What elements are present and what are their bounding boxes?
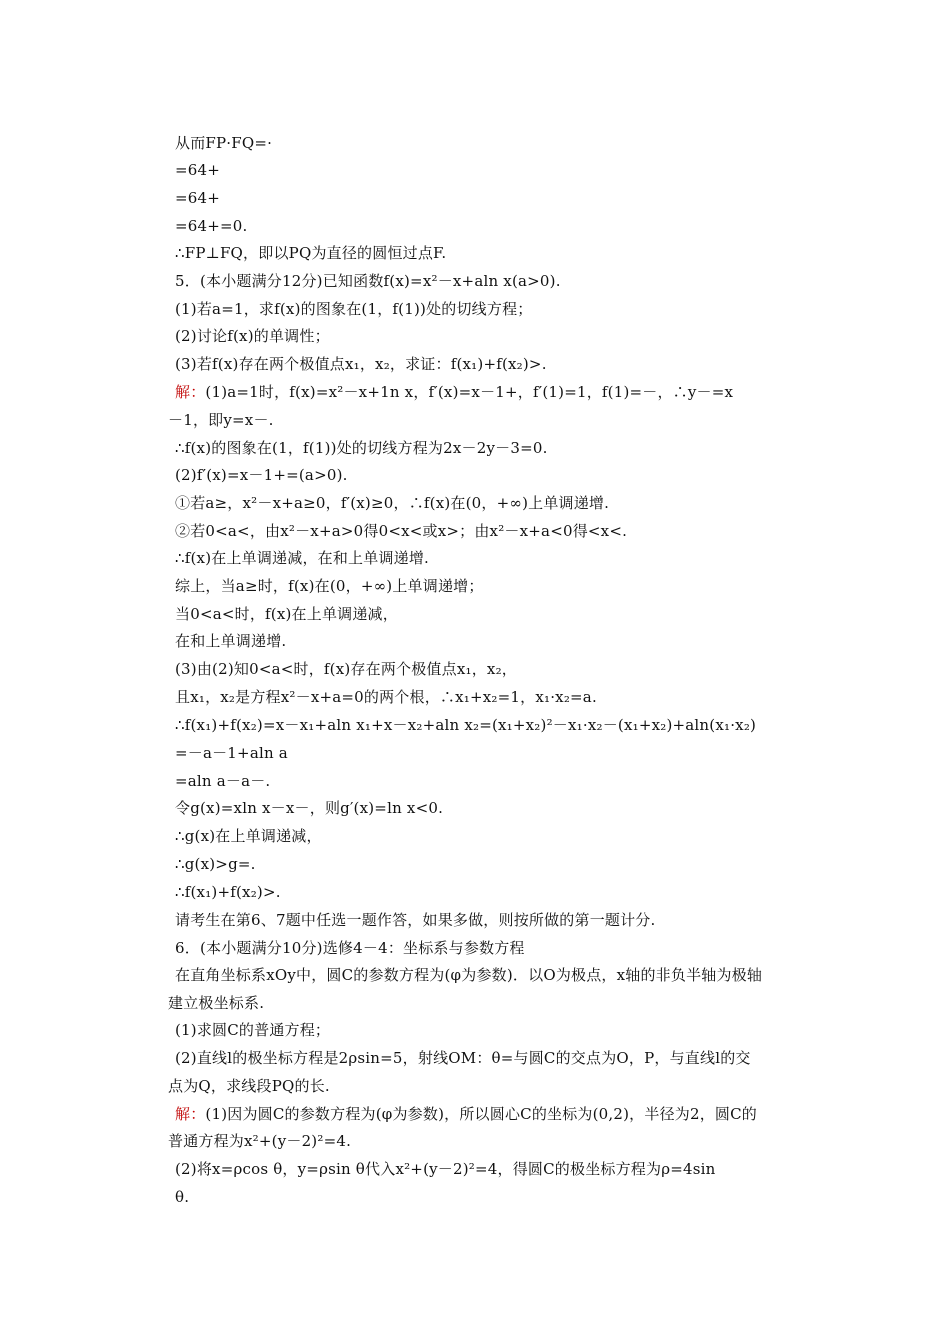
line-text: 点为Q，求线段PQ的长. bbox=[168, 1077, 330, 1095]
line-text: －1，即y=x－. bbox=[168, 411, 274, 429]
line-text: 在和上单调递增. bbox=[175, 632, 287, 650]
text-line bbox=[175, 521, 627, 541]
line-text: (2)直线l的极坐标方程是2ρsin=5，射线OM：θ=与圆C的交点为O，P，与直线l的交 bbox=[175, 1049, 751, 1067]
line-text: 请考生在第6、7题中任选一题作答，如果多做，则按所做的第一题计分. bbox=[175, 911, 656, 929]
text-line bbox=[168, 1076, 330, 1096]
text-line bbox=[175, 604, 398, 624]
text-line bbox=[175, 188, 220, 208]
text-line bbox=[175, 910, 655, 930]
text-line bbox=[175, 1159, 716, 1179]
text-line bbox=[175, 938, 525, 958]
text-line bbox=[175, 438, 548, 458]
text-line bbox=[175, 271, 561, 291]
text-line bbox=[175, 854, 256, 874]
text-line bbox=[175, 1187, 189, 1207]
line-text: 建立极坐标系. bbox=[168, 994, 265, 1012]
line-text: (1)a=1时，f(x)=x²－x+1n x，f′(x)=x－1+，f′(1)=1，f(1)=－，∴y－=x bbox=[205, 383, 734, 401]
line-text: 在直角坐标系xOy中，圆C的参数方程为(φ为参数)．以O为极点，x轴的非负半轴为极轴 bbox=[175, 966, 763, 984]
text-line bbox=[175, 1104, 757, 1124]
line-text: (3)若f(x)存在两个极值点x₁，x₂，求证：f(x₁)+f(x₂)>. bbox=[175, 355, 547, 373]
line-text: (2)讨论f(x)的单调性； bbox=[175, 327, 330, 345]
line-text: ∴f(x₁)+f(x₂)>. bbox=[175, 883, 281, 901]
line-text: (1)求圆C的普通方程； bbox=[175, 1021, 331, 1039]
text-line bbox=[175, 965, 762, 985]
text-line bbox=[175, 715, 756, 735]
text-line bbox=[175, 354, 547, 374]
answer-tag: 解： bbox=[175, 383, 206, 401]
line-text: (1)因为圆C的参数方程为(φ为参数)，所以圆心C的坐标为(0,2)，半径为2，圆C的 bbox=[205, 1105, 757, 1123]
text-line bbox=[175, 493, 609, 513]
line-text: θ. bbox=[175, 1188, 190, 1206]
line-text: 6．(本小题满分10分)选修4－4：坐标系与参数方程 bbox=[175, 939, 525, 957]
text-line bbox=[175, 882, 281, 902]
text-line bbox=[175, 548, 429, 568]
text-line bbox=[175, 160, 220, 180]
text-line bbox=[175, 1020, 330, 1040]
text-line bbox=[168, 410, 274, 430]
text-line bbox=[175, 576, 484, 596]
line-text: (1)若a=1，求f(x)的图象在(1，f(1))处的切线方程； bbox=[175, 300, 533, 318]
text-line bbox=[175, 243, 446, 263]
text-line bbox=[175, 743, 288, 763]
text-line bbox=[175, 771, 270, 791]
line-text: ②若0<a<，由x²－x+a>0得0<x<或x>；由x²－x+a<0得<x<. bbox=[175, 522, 628, 540]
text-line bbox=[175, 1048, 751, 1068]
text-line bbox=[175, 133, 272, 153]
line-text: ∴f(x)的图象在(1，f(1))处的切线方程为2x－2y－3=0. bbox=[175, 439, 548, 457]
text-line bbox=[175, 382, 733, 402]
line-text: 从而FP·FQ=· bbox=[175, 134, 273, 152]
line-text: ∴f(x)在上单调递减，在和上单调递增. bbox=[175, 549, 430, 567]
line-text: 5．(本小题满分12分)已知函数f(x)=x²－x+aln x(a>0). bbox=[175, 272, 561, 290]
text-line bbox=[175, 216, 248, 236]
text-line bbox=[175, 687, 597, 707]
line-text: (3)由(2)知0<a<时，f(x)存在两个极值点x₁，x₂， bbox=[175, 660, 517, 678]
line-text: ∴FP⊥FQ，即以PQ为直径的圆恒过点F. bbox=[175, 244, 447, 262]
answer-tag: 解： bbox=[175, 1105, 206, 1123]
line-text: =－a－1+aln a bbox=[175, 744, 288, 762]
line-text: 综上，当a≥时，f(x)在(0，+∞)上单调递增； bbox=[175, 577, 484, 595]
line-text: ∴f(x₁)+f(x₂)=x－x₁+aln x₁+x－x₂+aln x₂=(x₁+x₂)²－x₁·x₂－(x₁+x₂)+aln(x₁·x₂) bbox=[175, 716, 757, 734]
text-line bbox=[175, 659, 517, 679]
line-text: ①若a≥，x²－x+a≥0，f′(x)≥0，∴f(x)在(0，+∞)上单调递增. bbox=[175, 494, 610, 512]
text-line bbox=[175, 299, 532, 319]
line-text: =64+ bbox=[175, 189, 221, 207]
line-text: ∴g(x)>g=. bbox=[175, 855, 256, 873]
line-text: 普通方程为x²+(y－2)²=4. bbox=[168, 1132, 352, 1150]
text-line bbox=[175, 798, 443, 818]
text-line bbox=[175, 631, 286, 651]
line-text: 且x₁，x₂是方程x²－x+a=0的两个根，∴x₁+x₂=1，x₁·x₂=a. bbox=[175, 688, 597, 706]
text-line bbox=[168, 1131, 351, 1151]
line-text: 当0<a<时，f(x)在上单调递减， bbox=[175, 605, 398, 623]
line-text: =64+=0. bbox=[175, 217, 248, 235]
text-line bbox=[175, 465, 348, 485]
line-text: (2)f′(x)=x－1+=(a>0). bbox=[175, 466, 348, 484]
line-text: ∴g(x)在上单调递减， bbox=[175, 827, 322, 845]
text-line bbox=[175, 326, 330, 346]
text-line bbox=[175, 826, 322, 846]
text-line bbox=[168, 993, 264, 1013]
line-text: 令g(x)=xln x－x－，则g′(x)=ln x<0. bbox=[175, 799, 444, 817]
line-text: (2)将x=ρcos θ，y=ρsin θ代入x²+(y－2)²=4，得圆C的极坐标方程为ρ=4sin bbox=[175, 1160, 716, 1178]
line-text: =aln a－a－. bbox=[175, 772, 271, 790]
line-text: =64+ bbox=[175, 161, 221, 179]
